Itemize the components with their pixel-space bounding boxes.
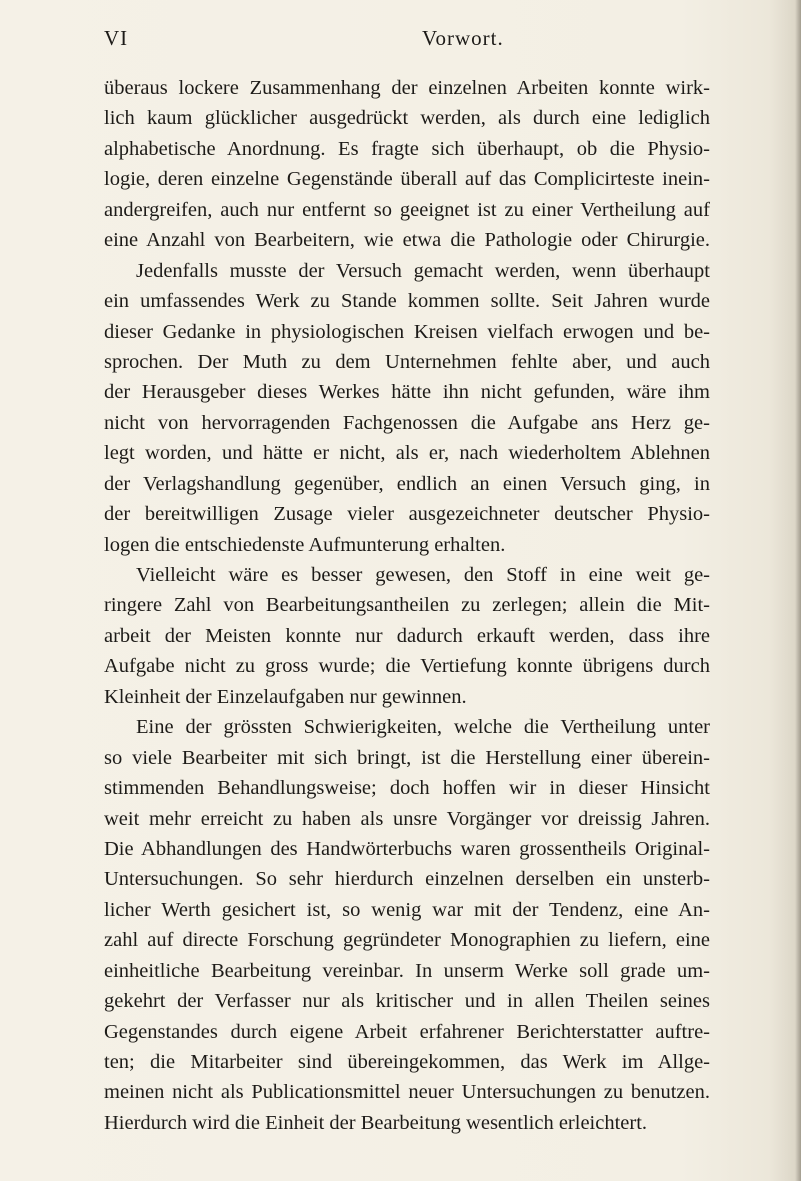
text-line: überaus lockere Zusammenhang der einzelnen Arbeiten konnte wirk- [104, 77, 710, 99]
text-line: so viele Bearbeiter mit sich bringt, ist die Herstellung einer überein- [104, 746, 710, 769]
body-text [104, 73, 710, 1138]
text-line: sprochen. Der Muth zu dem Unternehmen fehlte aber, und auch [104, 350, 710, 373]
text-line: Die Abhandlungen des Handwörterbuchs waren grossentheils Original- [104, 837, 710, 860]
text-line: eine Anzahl von Bearbeitern, wie etwa die Pathologie oder Chirurgie. [104, 229, 710, 252]
text-line: lich kaum glücklicher ausgedrückt werden, als durch eine lediglich [104, 107, 710, 130]
text-line: Jedenfalls musste der Versuch gemacht werden, wenn überhaupt [136, 259, 710, 282]
text-line: nicht von hervorragenden Fachgenossen die Aufgabe ans Herz ge- [104, 411, 710, 434]
text-line: licher Werth gesichert ist, so wenig war mit der Tendenz, eine An- [104, 898, 710, 921]
text-line: ringere Zahl von Bearbeitungsantheilen zu zerlegen; allein die Mit- [104, 594, 710, 617]
text-line: der Herausgeber dieses Werkes hätte ihn nicht gefunden, wäre ihm [104, 381, 710, 404]
text-line: ten; die Mitarbeiter sind übereingekommen, das Werk im Allge- [104, 1051, 710, 1073]
text-line: stimmenden Behandlungsweise; doch hoffen wir in dieser Hinsicht [104, 777, 710, 800]
text-line: legt worden, und hätte er nicht, als er, nach wiederholtem Ablehnen [104, 442, 710, 465]
text-line: Kleinheit der Einzelaufgaben nur gewinnen. [104, 685, 467, 708]
text-line: dieser Gedanke in physiologischen Kreisen vielfach erwogen und be- [104, 320, 710, 343]
text-line: arbeit der Meisten konnte nur dadurch erkauft werden, dass ihre [104, 624, 710, 647]
running-title: Vorwort. [422, 26, 504, 50]
text-line: einheitliche Bearbeitung vereinbar. In unserm Werke soll grade um- [104, 959, 710, 982]
text-line: alphabetische Anordnung. Es fragte sich überhaupt, ob die Physio- [104, 137, 710, 160]
text-line: Eine der grössten Schwierigkeiten, welche die Vertheilung unter [136, 716, 710, 739]
text-line: Aufgabe nicht zu gross wurde; die Vertiefung konnte übrigens durch [104, 655, 710, 678]
text-line: Untersuchungen. So sehr hierdurch einzelnen derselben ein unsterb- [104, 868, 710, 891]
text-line: logie, deren einzelne Gegenstände überall auf das Complicirteste inein- [104, 168, 710, 191]
text-line: weit mehr erreicht zu haben als unsre Vorgänger vor dreissig Jahren. [104, 807, 710, 830]
text-line: logen die entschiedenste Aufmunterung erhalten. [104, 533, 506, 556]
text-line: der bereitwilligen Zusage vieler ausgezeichneter deutscher Physio- [104, 503, 710, 526]
text-line: meinen nicht als Publicationsmittel neuer Untersuchungen zu benutzen. [104, 1081, 710, 1104]
text-line: der Verlagshandlung gegenüber, endlich an einen Versuch ging, in [104, 472, 710, 495]
text-line: Vielleicht wäre es besser gewesen, den Stoff in eine weit ge- [136, 564, 710, 586]
text-line: Hierdurch wird die Einheit der Bearbeitung wesentlich erleichtert. [104, 1111, 648, 1134]
page-edge-shadow [795, 0, 801, 1181]
text-line: gekehrt der Verfasser nur als kritischer und in allen Theilen seines [104, 990, 710, 1013]
text-line: zahl auf directe Forschung gegründeter Monographien zu liefern, eine [104, 929, 710, 952]
page-number: VI [104, 26, 129, 50]
text-line: ein umfassendes Werk zu Stande kommen sollte. Seit Jahren wurde [104, 290, 710, 313]
text-line: andergreifen, auch nur entfernt so geeignet ist zu einer Vertheilung auf [104, 198, 710, 221]
text-line: Gegenstandes durch eigene Arbeit erfahrener Berichterstatter auftre- [104, 1020, 710, 1043]
running-head [104, 26, 709, 56]
